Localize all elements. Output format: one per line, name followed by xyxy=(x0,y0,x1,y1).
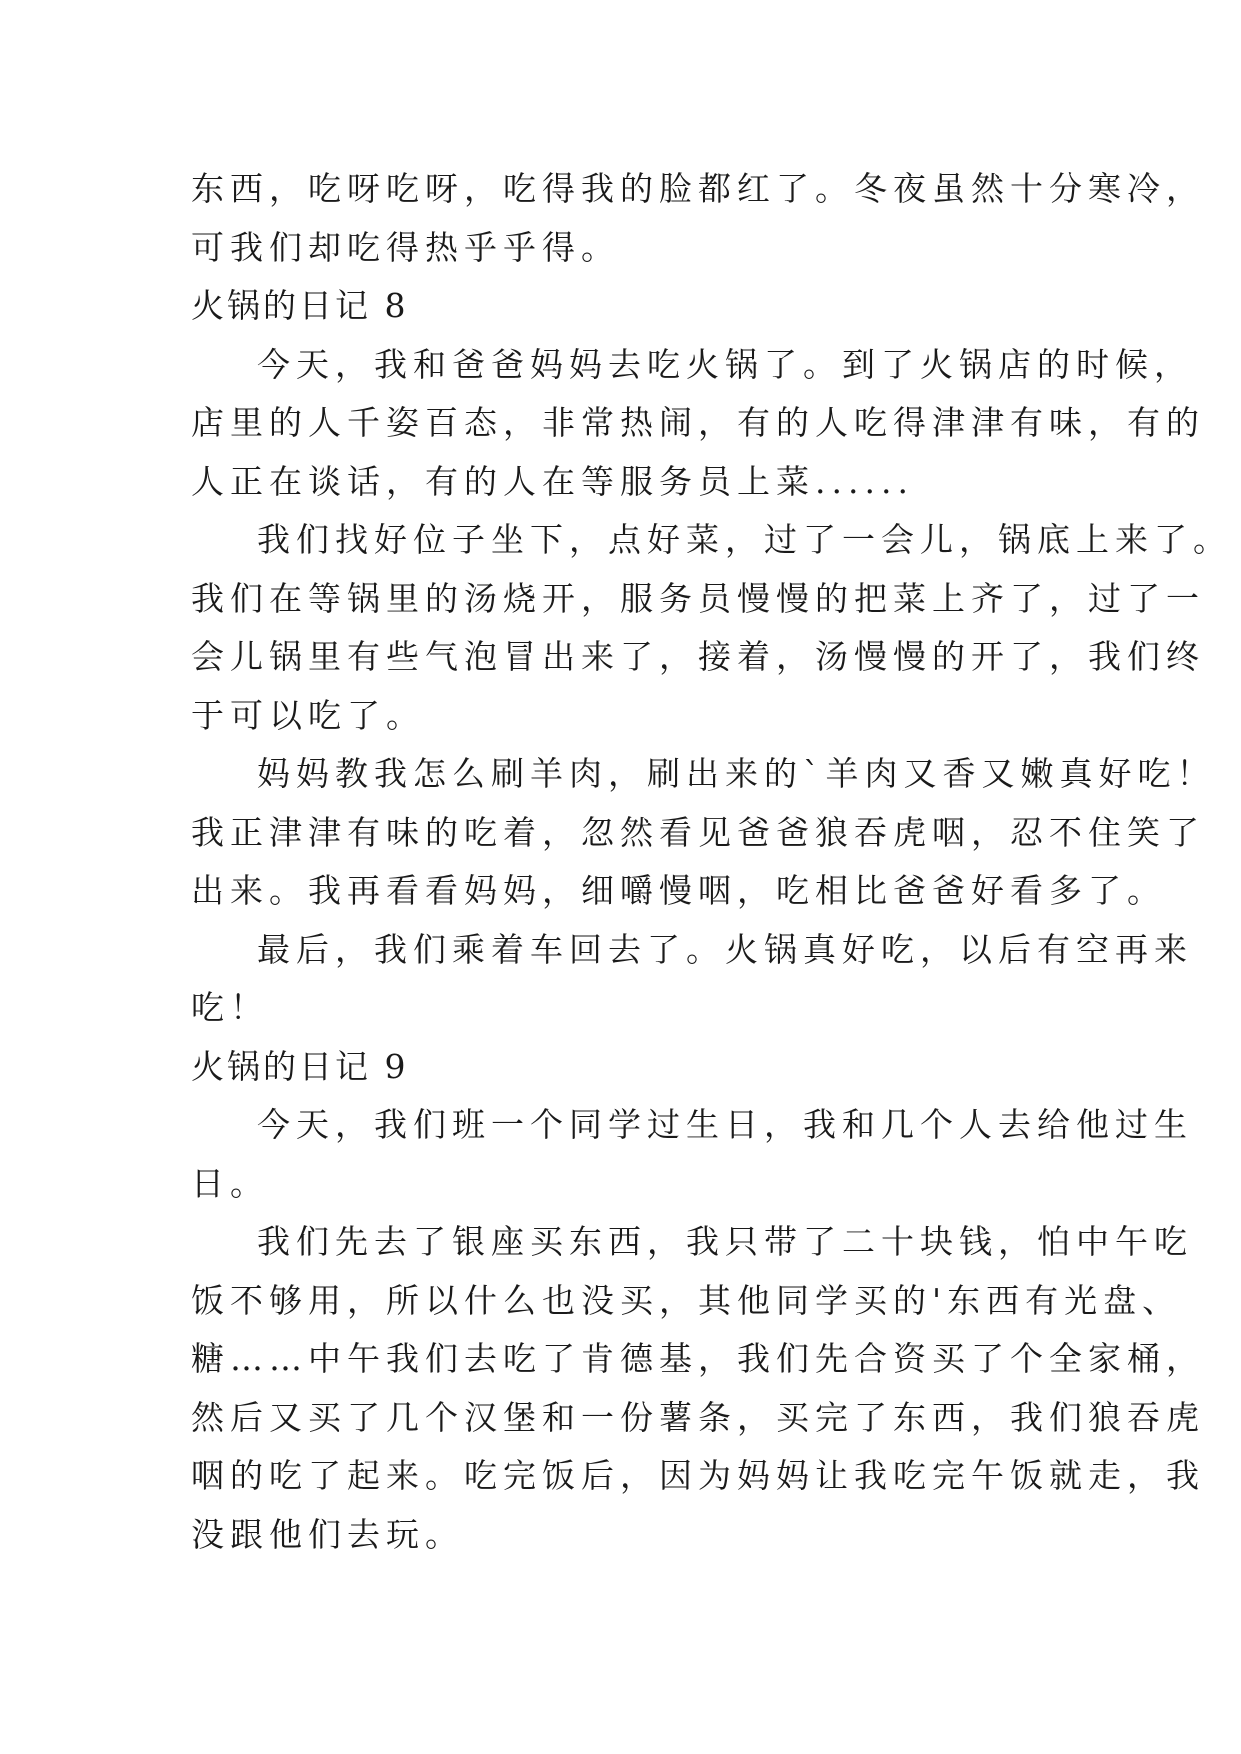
paragraph xyxy=(191,1213,1205,1564)
text-line: 然后又买了几个汉堡和一份薯条，买完了东西，我们狼吞虎 xyxy=(191,1397,1205,1437)
section-heading: 火锅的日记 9 xyxy=(191,1046,409,1086)
text-line: 饭不够用，所以什么也没买，其他同学买的'东西有光盘、 xyxy=(191,1280,1182,1320)
text-line: 我们先去了银座买东西，我只带了二十块钱，怕中午吃 xyxy=(257,1222,1193,1261)
text-line: 出来。我再看看妈妈，细嚼慢咽，吃相比爸爸好看多了。 xyxy=(191,871,1166,910)
text-line: 没跟他们去玩。 xyxy=(191,1514,464,1554)
text-line: 日。 xyxy=(191,1163,269,1203)
paragraph xyxy=(191,511,1232,745)
text-line: 我正津津有味的吃着，忽然看见爸爸狼吞虎咽，忍不住笑了 xyxy=(191,812,1205,852)
text-line: 今天，我们班一个同学过生日，我和几个人去给他过生 xyxy=(257,1105,1193,1144)
text-line: 店里的人千姿百态，非常热闹，有的人吃得津津有味，有的 xyxy=(191,403,1205,442)
paragraph xyxy=(191,160,1205,277)
text-line: 我们在等锅里的汤烧开，服务员慢慢的把菜上齐了，过了一 xyxy=(191,578,1205,618)
text-line: 糖……中午我们去吃了肯德基，我们先合资买了个全家桶， xyxy=(191,1339,1205,1378)
text-line: 今天，我和爸爸妈妈去吃火锅了。到了火锅店的时候， xyxy=(257,344,1193,384)
text-line: 妈妈教我怎么刷羊肉，刷出来的`羊肉又香又嫩真好吃！ xyxy=(257,754,1216,793)
paragraph xyxy=(191,336,1205,512)
paragraph xyxy=(191,1096,1193,1213)
paragraph xyxy=(191,921,1193,1038)
text-line: 最后，我们乘着车回去了。火锅真好吃，以后有空再来 xyxy=(257,929,1193,969)
paragraph xyxy=(191,745,1216,921)
text-line: 我们找好位子坐下，点好菜，过了一会儿，锅底上来了。 xyxy=(257,520,1232,559)
text-line: 人正在谈话，有的人在等服务员上菜...... xyxy=(191,461,914,501)
text-line: 咽的吃了起来。吃完饭后，因为妈妈让我吃完午饭就走，我 xyxy=(191,1456,1205,1495)
text-line: 东西，吃呀吃呀，吃得我的脸都红了。冬夜虽然十分寒冷， xyxy=(191,169,1205,208)
document-body xyxy=(191,160,1232,1564)
section-heading: 火锅的日记 8 xyxy=(191,286,409,325)
text-line: 吃！ xyxy=(191,988,269,1027)
text-line: 于可以吃了。 xyxy=(191,695,425,735)
text-line: 可我们却吃得热乎乎得。 xyxy=(191,227,620,267)
text-line: 会儿锅里有些气泡冒出来了，接着，汤慢慢的开了，我们终 xyxy=(191,637,1205,676)
